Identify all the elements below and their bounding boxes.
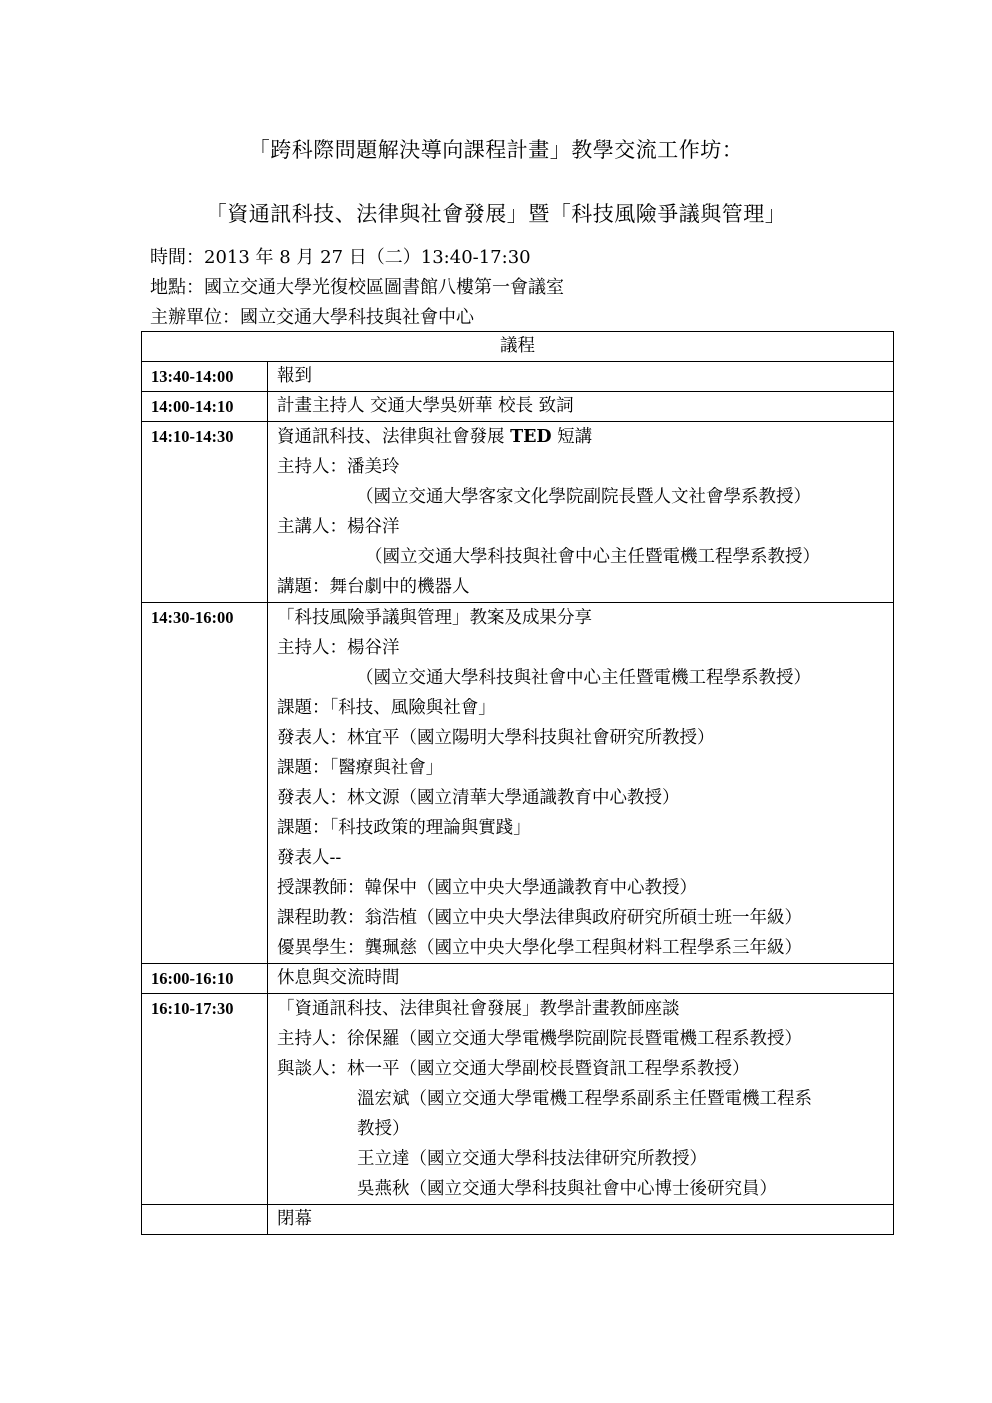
agenda-line: 授課教師：韓保中（國立中央大學通識教育中心教授）	[277, 878, 697, 898]
agenda-line: 優異學生：龔珮慈（國立中央大學化學工程與材料工程學系三年級）	[277, 938, 802, 958]
agenda-content	[268, 362, 894, 392]
agenda-line: 王立達（國立交通大學科技法律研究所教授）	[357, 1149, 707, 1169]
agenda-row	[142, 964, 894, 994]
agenda-line: 吳燕秋（國立交通大學科技與社會中心博士後研究員）	[357, 1179, 777, 1199]
agenda-time: 16:10-17:30	[142, 994, 268, 1205]
agenda-line: 溫宏斌（國立交通大學電機工程學系副系主任暨電機工程系	[357, 1089, 812, 1109]
agenda-line: （國立交通大學科技與社會中心主任暨電機工程學系教授）	[365, 547, 820, 567]
agenda-time: 14:10-14:30	[142, 422, 268, 603]
agenda-line: 主持人：徐保羅（國立交通大學電機學院副院長暨電機工程系教授）	[277, 1029, 802, 1049]
agenda-time: 14:30-16:00	[142, 603, 268, 964]
event-time: 時間：2013 年 8 月 27 日（二）13:40-17:30	[150, 247, 531, 268]
agenda-time	[142, 1205, 268, 1235]
agenda-line: 講題：舞台劇中的機器人	[277, 577, 470, 597]
event-organizer: 主辦單位：國立交通大學科技與社會中心	[150, 307, 474, 328]
agenda-time: 13:40-14:00	[142, 362, 268, 392]
agenda-header: 議程	[142, 332, 894, 362]
agenda-content	[268, 994, 894, 1205]
agenda-content	[268, 1205, 894, 1235]
agenda-line: 休息與交流時間	[277, 968, 400, 988]
agenda-line: 報到	[277, 366, 312, 386]
document-title-line2: 「資通訊科技、法律與社會發展」暨「科技風險爭議與管理」	[205, 202, 787, 226]
agenda-text: 短講	[551, 427, 593, 447]
agenda-line: （國立交通大學客家文化學院副院長暨人文社會學系教授）	[356, 487, 811, 507]
agenda-time: 14:00-14:10	[142, 392, 268, 422]
agenda-content	[268, 392, 894, 422]
agenda-row	[142, 1205, 894, 1235]
agenda-text-bold: TED	[510, 427, 552, 447]
agenda-line: 發表人：林文源（國立清華大學通識教育中心教授）	[277, 788, 680, 808]
agenda-line: 課題：「科技政策的理論與實踐」	[277, 818, 531, 838]
agenda-line: 計畫主持人 交通大學吳妍華 校長 致詞	[277, 396, 574, 416]
agenda-line: 發表人：林宜平（國立陽明大學科技與社會研究所教授）	[277, 728, 715, 748]
agenda-line: 主講人：楊谷洋	[277, 517, 400, 537]
agenda-line: 「科技風險爭議與管理」教案及成果分享	[277, 608, 592, 628]
agenda-line: 「資通訊科技、法律與社會發展」教學計畫教師座談	[277, 999, 680, 1019]
agenda-row	[142, 603, 894, 964]
agenda-row	[142, 392, 894, 422]
agenda-line: 課題：「科技、風險與社會」	[277, 698, 496, 718]
agenda-text: 資通訊科技、法律與社會發展	[277, 427, 511, 447]
agenda-line: 課程助教：翁浩植（國立中央大學法律與政府研究所碩士班一年級）	[277, 908, 802, 928]
agenda-content	[268, 964, 894, 994]
agenda-line: 教授）	[357, 1119, 410, 1139]
agenda-row	[142, 422, 894, 603]
agenda-line: 主持人：楊谷洋	[277, 638, 400, 658]
agenda-row	[142, 362, 894, 392]
agenda-line: 主持人：潘美玲	[277, 457, 400, 477]
agenda-table	[141, 331, 894, 1235]
agenda-line: 與談人：林一平（國立交通大學副校長暨資訊工程學系教授）	[277, 1059, 750, 1079]
agenda-content	[268, 422, 894, 603]
document-title-line1: 「跨科際問題解決導向課程計畫」教學交流工作坊：	[248, 138, 744, 162]
agenda-line: 發表人--	[277, 848, 342, 868]
agenda-header-row	[142, 332, 894, 362]
agenda-row	[142, 994, 894, 1205]
agenda-time: 16:00-16:10	[142, 964, 268, 994]
agenda-line	[277, 422, 893, 452]
agenda-line: 閉幕	[277, 1209, 312, 1229]
agenda-content	[268, 603, 894, 964]
agenda-line: 課題：「醫療與社會」	[277, 758, 444, 778]
event-place: 地點：國立交通大學光復校區圖書館八樓第一會議室	[150, 277, 564, 298]
agenda-line: （國立交通大學科技與社會中心主任暨電機工程學系教授）	[356, 668, 811, 688]
